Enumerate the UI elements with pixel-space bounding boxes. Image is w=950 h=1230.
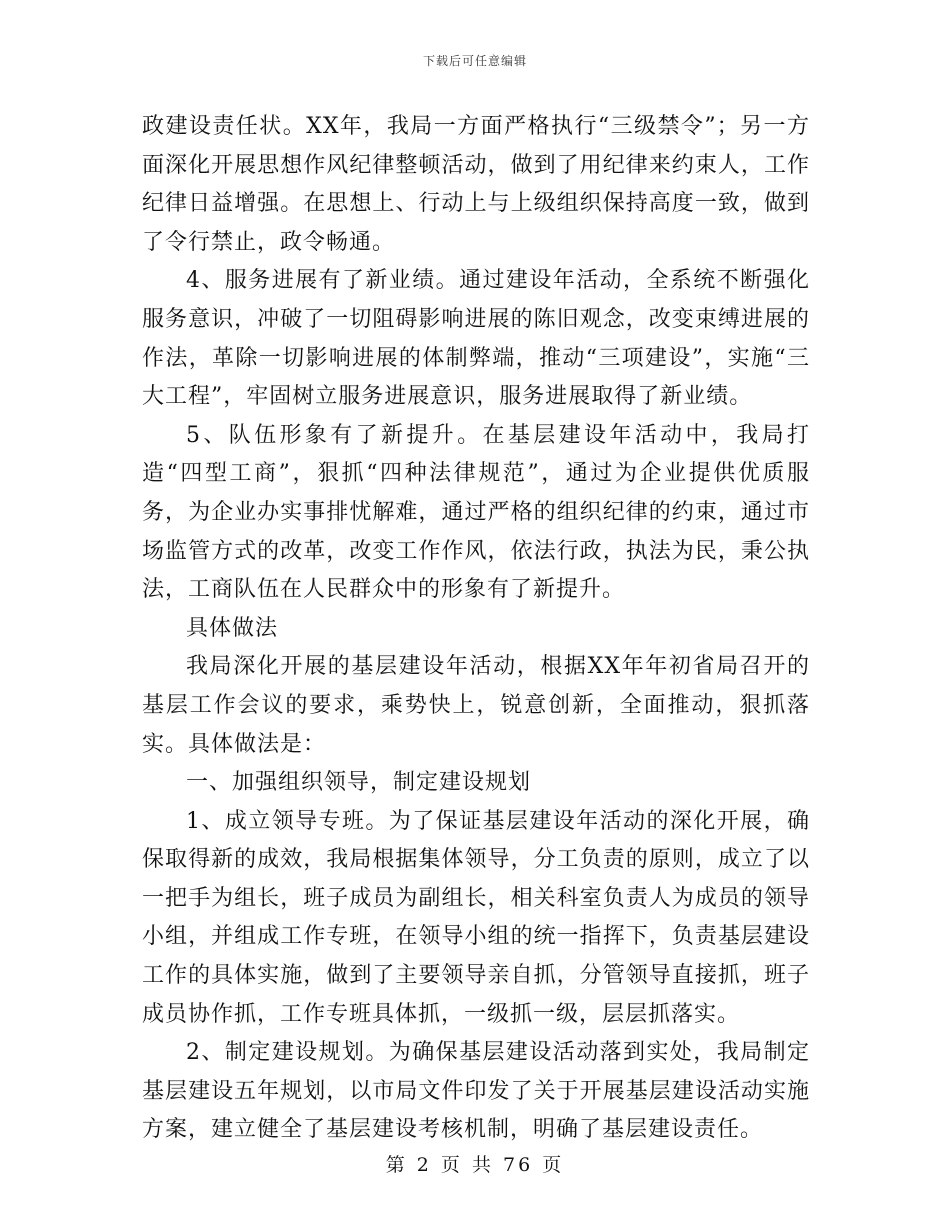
paragraph-construction-plan: 2、制定建设规划。为确保基层建设活动落到实处，我局制定基层建设五年规划，以市局文件印发了关于开展基层建设活动实施方案，建立健全了基层建设考核机制，明确了基层建设责任。 — [142, 1040, 810, 1143]
paragraph-leadership-team: 1、成立领导专班。为了保证基层建设年活动的深化开展，确保取得新的成效，我局根据集体领导，分工负责的原则，成立了以一把手为组长，班子成员为副组长，相关科室负责人为成员的领导小组，并组成工作专班，在领导小组的统一指挥下，负责基层建设工作的具体实施，做到了主要领导亲自抓，分管领导直接抓，班子成员协作抓，工作专班具体抓，一级抓一级，层层抓落实。 — [142, 808, 810, 1027]
page-number-footer: 第 2 页 共 76 页 — [385, 1154, 565, 1176]
paragraph-continuation: 政建设责任状。XX年，我局一方面严格执行“三级禁令”；另一方面深化开展思想作风纪律整顿活动，做到了用纪律来约束人，工作纪律日益增强。在思想上、行动上与上级组织保持高度一致，做到了令行禁止，政令畅通。 — [142, 114, 810, 255]
section-heading-specific-methods: 具体做法 — [186, 615, 279, 641]
paragraph-team-image: 5、队伍形象有了新提升。在基层建设年活动中，我局打造“四型工商”，狠抓“四种法律规范”，通过为企业提供优质服务，为企业办实事排忧解难，通过严格的组织纪律的约束，通过市场监管方式的改革，改变工作作风，依法行政，执法为民，秉公执法，工商队伍在人民群众中的形象有了新提升。 — [142, 422, 810, 603]
header-note: 下载后可任意编辑 — [422, 54, 527, 68]
subheading-organization-leadership: 一、加强组织领导，制定建设规划 — [186, 770, 532, 796]
document-body — [142, 108, 810, 1150]
paragraph-service-progress: 4、服务进展有了新业绩。通过建设年活动，全系统不断强化服务意识，冲破了一切阻碍影响进展的陈旧观念，改变束缚进展的作法，革除一切影响进展的体制弊端，推动“三项建设”，实施“三大工程”，牢固树立服务进展意识，服务进展取得了新业绩。 — [142, 268, 810, 410]
paragraph-intro-methods: 我局深化开展的基层建设年活动，根据XX年年初省局召开的基层工作会议的要求，乘势快上，锐意创新，全面推动，狠抓落实。具体做法是： — [142, 654, 810, 757]
